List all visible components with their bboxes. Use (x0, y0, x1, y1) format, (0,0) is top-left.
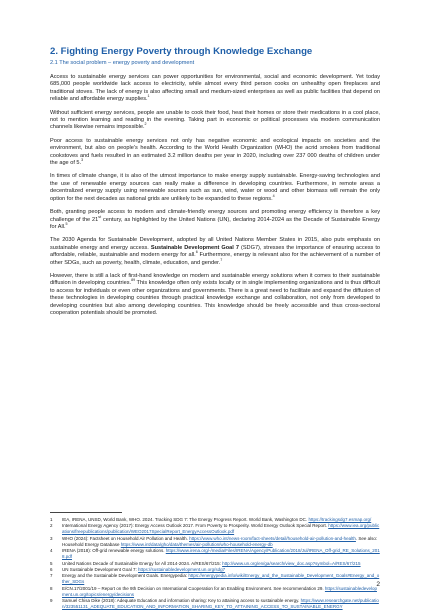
footnote-8 (50, 586, 380, 598)
footnote-text: United Nations Decade of Sustainable Energy for All 2014-2024. A/RES/67/215: (62, 560, 223, 566)
footnote-number: 7 (50, 573, 53, 579)
footnote-text: IEA, IRENA, UNSD, World Bank, WHO. 2024. Tracking SDG 7: The Energy Progress Report. World Bank, Washington DC. (62, 517, 309, 522)
footnote-text-2: . See also: Household Energy Database (62, 535, 378, 547)
footnote-1 (50, 517, 380, 523)
footnote-ref-3[interactable]: 3 (81, 158, 84, 163)
footnote-link[interactable]: https://trackingsdg7.esmap.org/ (308, 517, 372, 522)
footnote-6 (50, 567, 380, 573)
paragraph-3 (50, 138, 380, 168)
footnote-number: 1 (50, 517, 53, 522)
subsection-heading: 2.1 The social problem – energy poverty and development (50, 60, 195, 66)
footnote-link[interactable]: https://sustainabledevelopment.un.org/sdg7 (138, 566, 226, 572)
paragraph-6 (50, 237, 380, 267)
footnote-ref-8-9[interactable]: 89 (131, 278, 136, 283)
paragraph-6-text-c: Furthermore, energy is relevant also for the achievement of a number of other SDGs, such as poverty, health, climate, education, and gender. (50, 252, 380, 266)
footnote-5 (50, 561, 380, 567)
footnote-number: 4 (50, 548, 53, 554)
paragraph-7-text-b: This knowledge often only exists locally or in single implementing organizations and is thus difficult to access for individuals or even other organizations and governments. There is a great need to facilitate and expand the diffusion of these technologies in developing countries through practical knowledge exchange and collaboration, not only from developed to developing countries but also among developing countries. This knowledge should be freely accessible and thus cross-sectoral cooperation potentials should be promoted. (50, 280, 381, 316)
footnote-number: 5 (50, 560, 53, 566)
footnote-ref-6[interactable]: 6 (195, 250, 198, 255)
paragraph-4-text: In times of climate change, it is also of the utmost importance to make energy supply sustainable. Energy-saving technologies and the use of renewable energy sources can really make a difference in developing countries. Furthermore, in remote areas a decentralized energy supply using renewable sources such as sun, wind, water or wood and other biomass will remain the only option for the next decades as national grids are unlikely to be expanded to these regions. (50, 173, 380, 202)
paragraph-2-text: Without sufficient energy services, people are unable to cook their food, heat their homes or store their medications in a cool place, not to mention learning and reading in the evening. Taking part in economic or political processes via modern communication channels likewise remains impossible. (50, 109, 380, 131)
footnote-link[interactable]: https://www.researchgate.net/publication/323551131_ADEQUATE_EDUCATION_AND_INFORMATION_SHARING_KEY_TO_ATTAINING_ACCESS_TO_SUSTAINABLE_ENERGY (62, 598, 379, 610)
footnote-ref-5[interactable]: 5 (65, 222, 68, 227)
paragraph-2 (50, 110, 380, 132)
paragraph-6-text-b: (SDG7), stresses the importance of ensuring access to affordable, reliable, sustainable and modern energy for all. (50, 244, 381, 259)
paragraph-7-text-a: However, there is still a lack of first-hand knowledge on modern and sustainable energy solutions when it comes to their sustainable diffusion in developing countries. (50, 272, 380, 287)
footnote-text: International Energy Agency (2017): Energy Access Outlook 2017. From Poverty to Prosperity. World Energy Outlook Special Report. (62, 523, 329, 529)
footnote-text: IRENA (2018): Off-grid renewable energy solutions. (62, 548, 166, 554)
section-heading: 2. Fighting Energy Poverty through Knowledge Exchange (50, 46, 313, 57)
footnote-text: E/CN.17/2001/19 – Report on the 9th Decision on International Cooperation for an Enabling Environment. See recommendation 29. (62, 585, 325, 591)
sdg7-emphasis: Sustainable Development Goal 7 (150, 244, 239, 251)
paragraph-1 (50, 74, 380, 104)
paragraph-5-text-b: century, as highlighted by the United Nations (UN), declaring 2014-2024 as the Decade of Sustainable Energy for All. (50, 216, 381, 230)
footnote-text: Energy and the Sustainable Development Goals. Energypedia: (62, 573, 189, 579)
footnote-text: Samuel Chisa Dike (2018): Adequate Education and information sharing: Key to attaining access to sustainable energy. (62, 598, 301, 604)
paragraph-5 (50, 209, 380, 231)
page-number: 2 (376, 581, 380, 588)
footnote-link[interactable]: https://sustainabledevelopment.un.org/topics/energy/decisions (62, 585, 377, 597)
footnote-text: WHO (2024): Factsheet on Household Air Pollution and Health. (62, 535, 190, 541)
footnote-divider (50, 512, 122, 513)
page-body (50, 46, 380, 323)
footnote-number: 2 (50, 523, 53, 529)
footnote-2 (50, 523, 380, 535)
paragraph-7 (50, 273, 380, 317)
footnote-link-2[interactable]: https://www.int/data/gho/data/themes/air-pollution/who-household-energy-db (120, 541, 273, 547)
footnote-ref-7[interactable]: 7 (220, 257, 223, 262)
paragraph-4 (50, 173, 380, 203)
footnote-number: 8 (50, 585, 53, 591)
footnote-7 (50, 573, 380, 585)
footnote-link[interactable]: http://www.un.org/en/ga/search/view_doc.asp?symbol=A/RES/67/215 (222, 560, 361, 566)
footnote-link[interactable]: https://www.who.int/news-room/fact-sheets/detail/household-air-pollution-and-health (189, 535, 356, 541)
footnote-ref-1[interactable]: 1 (147, 94, 150, 99)
footnotes (50, 517, 380, 611)
paragraph-1-text: Access to sustainable energy services can power opportunities for environmental, social and economic development. Yet today 685,000 people worldwide lack access to electricity, while almost every third person cooks on unhealthy open fireplaces and traditional stoves. The lack of energy is also affecting small and medium-sized enterprises as well as public facilities that depend on reliable and affordable energy supplies. (50, 74, 380, 103)
footnote-number: 9 (50, 598, 53, 604)
ordinal-suffix: st (98, 214, 102, 219)
paragraph-5-text-a: Both, granting people access to modern and climate-friendly energy sources and promoting energy efficiency is therefore a key challenge of the 21 (50, 209, 380, 223)
footnote-ref-4[interactable]: 4 (272, 193, 275, 198)
footnote-4 (50, 548, 380, 560)
footnote-ref-2[interactable]: 2 (144, 122, 147, 127)
footnote-3 (50, 536, 380, 548)
footnote-link[interactable]: https://www.iea.org/publications/freepublications/publication/WEO2017SpecialReport_EnergyAccessOutlook.pdf (62, 523, 380, 535)
footnote-link[interactable]: https://www.irena.org/-/media/Files/IRENA/Agency/Publication/2018/Jul/IRENA_Off-grid_RE_Solutions_2018.pdf (62, 548, 380, 560)
footnote-text: UN Sustainable Development Goal 7: (62, 566, 139, 572)
footnote-number: 6 (50, 566, 53, 572)
paragraph-6-text-a: The 2030 Agenda for Sustainable Development, adopted by all United Nations Member States in 2015, also puts emphasis on sustainable energy and energy access. (50, 237, 380, 251)
footnote-number: 3 (50, 535, 53, 541)
paragraph-3-text: Poor access to sustainable energy services not only has negative economic and ecological impacts on societies and the environment, but also on people's health. According to the World Health Organization (WHO) the acrid smokes from traditional cookstoves and fuels resulted in an estimated 3.2 million deaths per year in 2020, including over 237 000 deaths of children under the age of 5. (50, 137, 380, 167)
footnote-link[interactable]: https://energypedia.info/wiki/Energy_and_the_Sustainable_Development_Goals#Energy_and_other_SDGs (62, 573, 380, 585)
